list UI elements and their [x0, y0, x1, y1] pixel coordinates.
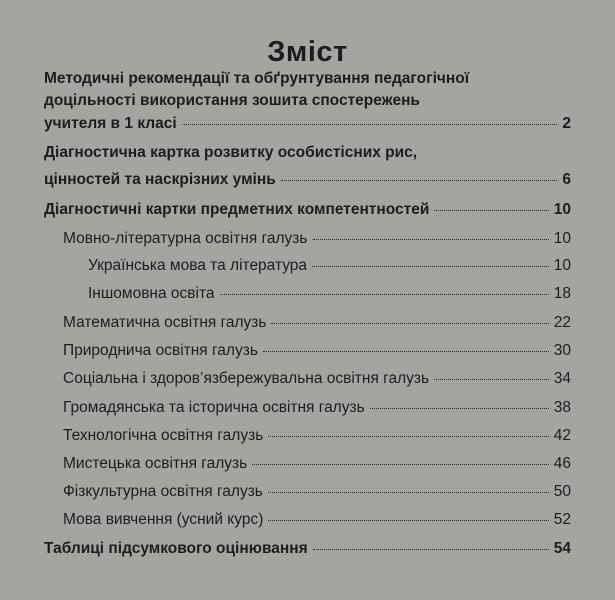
toc-page-number: 46: [553, 455, 571, 472]
toc-entry-title: Технологічна освітня галузь: [63, 427, 264, 444]
toc-entry-title: Громадянська та історична освітня галузь: [63, 399, 365, 416]
toc-entry-title: Мовно-літературна освітня галузь: [63, 230, 308, 247]
toc-entry-technology[interactable]: [63, 426, 571, 446]
toc-entry-arts[interactable]: [63, 454, 571, 474]
toc-entry-line: доцільності використання зошита спостережень: [44, 92, 420, 109]
dot-leader: [434, 210, 548, 211]
toc-page-number: 52: [553, 511, 571, 528]
toc-entry-title: Природнича освітня галузь: [63, 342, 258, 359]
toc-entry-title: Діагностичні картки предметних компетентностей: [44, 201, 430, 218]
toc-page-number: 34: [553, 370, 571, 387]
toc-entry-title: Соціальна і здоров’язбережувальна освітня галузь: [63, 370, 430, 387]
dot-leader: [370, 408, 549, 409]
toc-page-number: 50: [553, 483, 571, 500]
dot-leader: [268, 436, 548, 437]
toc-entry-math[interactable]: [63, 313, 571, 333]
toc-page-number: 22: [553, 314, 571, 331]
toc-page-number: 30: [553, 342, 571, 359]
toc-entry-social-health[interactable]: [63, 369, 571, 389]
dot-leader: [281, 180, 558, 181]
toc-entry-subject-competences[interactable]: [44, 200, 571, 220]
dot-leader: [271, 323, 548, 324]
toc-entry-ukrainian[interactable]: [88, 256, 571, 276]
toc-entry-foreign-language[interactable]: [88, 284, 571, 304]
toc-entry-title: учителя в 1 класі: [44, 115, 177, 132]
toc-entry-title: Мистецька освітня галузь: [63, 455, 248, 472]
dot-leader: [312, 266, 549, 267]
page-title: Зміст: [267, 36, 348, 68]
toc-page-number: 10: [553, 257, 571, 274]
dot-leader: [268, 492, 549, 493]
toc-entry-language-literature[interactable]: [63, 229, 571, 249]
dot-leader: [313, 239, 549, 240]
toc-entry-title: цінностей та наскрізних умінь: [44, 171, 276, 188]
toc-entry-title: Фізкультурна освітня галузь: [63, 483, 263, 500]
dot-leader: [220, 294, 549, 295]
dot-leader: [263, 351, 549, 352]
toc-page-number: 54: [553, 540, 571, 557]
toc-entry-methodical[interactable]: [44, 114, 571, 134]
toc-entry-methodical-heading: [44, 68, 571, 112]
dot-leader: [434, 379, 549, 380]
toc-page-number: 6: [562, 171, 571, 188]
toc-entry-diagnostic-card-heading: [44, 142, 571, 164]
dot-leader: [182, 124, 558, 125]
toc-page-number: 2: [562, 115, 571, 132]
toc-page-number: 10: [553, 230, 571, 247]
toc-page-number: 38: [553, 399, 571, 416]
dot-leader: [252, 464, 549, 465]
toc-entry-language-of-study[interactable]: [63, 510, 571, 530]
toc-entry-physical-education[interactable]: [63, 482, 571, 502]
toc-entry-final-assessment-tables[interactable]: [44, 539, 571, 559]
toc-page-number: 10: [553, 201, 571, 218]
toc-entry-nature[interactable]: [63, 341, 571, 361]
dot-leader: [313, 549, 549, 550]
toc-entry-title: Іншомовна освіта: [88, 285, 215, 302]
toc-entry-title: Таблиці підсумкового оцінювання: [44, 540, 308, 557]
toc-entry-title: Українська мова та література: [88, 257, 308, 274]
toc-entry-line: Діагностична картка розвитку особистісних рис,: [44, 144, 418, 161]
toc-entry-civic-history[interactable]: [63, 398, 571, 418]
toc-entry-title: Математична освітня галузь: [63, 314, 267, 331]
dot-leader: [268, 520, 548, 521]
toc-entry-title: Мова вивчення (усний курс): [63, 511, 264, 528]
toc-page-number: 18: [553, 285, 571, 302]
toc-entry-diagnostic-card[interactable]: [44, 170, 571, 190]
toc-page-number: 42: [553, 427, 571, 444]
toc-entry-line: Методичні рекомендації та обґрунтування педагогічної: [44, 70, 470, 87]
